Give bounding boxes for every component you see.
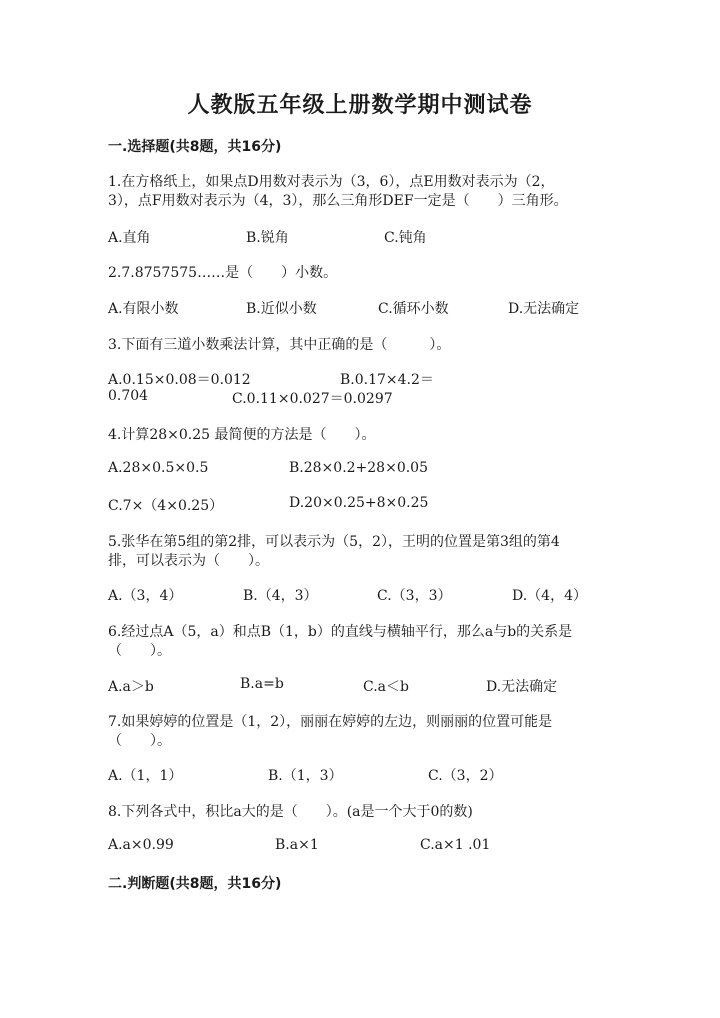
question-4-option-c: C.7×（4×0.25） — [108, 498, 224, 514]
question-6-option-a: A.a＞b — [108, 679, 154, 695]
question-8-option-b: B.a×1 — [275, 837, 319, 853]
question-3-option-b: B.0.17×4.2＝ — [340, 372, 434, 388]
question-7-option-c: C.（3，2） — [428, 768, 503, 784]
question-2-line-1: 2.7.8757575……是（ ）小数。 — [108, 265, 338, 281]
question-6-line-1: 6.经过点A（5，a）和点B（1，b）的直线与横轴平行，那么a与b的关系是 — [108, 624, 573, 640]
question-8-option-c: C.a×1 .01 — [420, 837, 491, 853]
question-2-option-b: B.近似小数 — [246, 301, 317, 317]
section-heading-choice: 一.选择题(共8题，共16分) — [108, 139, 282, 155]
question-1-line-1: 1.在方格纸上，如果点D用数对表示为（3，6），点E用数对表示为（2， — [108, 174, 555, 190]
question-1-option-a: A.直角 — [108, 230, 151, 246]
question-2-option-c: C.循环小数 — [378, 301, 449, 317]
question-5-option-b: B.（4，3） — [243, 588, 318, 604]
question-1-line-2: 3），点F用数对表示为（4，3），那么三角形DEF一定是（ ）三角形。 — [108, 193, 568, 209]
page-title: 人教版五年级上册数学期中测试卷 — [187, 92, 533, 118]
question-5-option-c: C.（3，3） — [377, 588, 452, 604]
question-2-option-a: A.有限小数 — [108, 301, 179, 317]
question-2-option-d: D.无法确定 — [508, 301, 580, 317]
question-5-line-2: 排，可以表示为（ ）。 — [108, 553, 269, 569]
section-heading-judgement: 二.判断题(共8题，共16分) — [108, 876, 282, 892]
question-3-option-b-continued: 0.704 — [108, 388, 149, 404]
question-5-option-d: D.（4，4） — [512, 588, 587, 604]
question-3-line-1: 3.下面有三道小数乘法计算，其中正确的是（ ）。 — [108, 337, 451, 353]
question-7-option-b: B.（1，3） — [268, 768, 343, 784]
question-5-line-1: 5.张华在第5组的第2排，可以表示为（5，2），王明的位置是第3组的第4 — [108, 534, 560, 550]
question-4-option-b: B.28×0.2+28×0.05 — [289, 460, 428, 476]
question-6-line-2: （ ）。 — [108, 643, 171, 659]
question-6-option-b: B.a=b — [240, 676, 284, 692]
question-4-line-1: 4.计算28×0.25 最简便的方法是（ ）。 — [108, 427, 376, 443]
question-5-option-a: A.（3，4） — [108, 588, 183, 604]
question-4-option-a: A.28×0.5×0.5 — [108, 460, 209, 476]
question-6-option-c: C.a＜b — [363, 679, 409, 695]
question-1-option-c: C.钝角 — [384, 230, 427, 246]
question-7-option-a: A.（1，1） — [108, 768, 183, 784]
question-8-option-a: A.a×0.99 — [108, 837, 174, 853]
question-1-option-b: B.锐角 — [246, 230, 289, 246]
question-8-line-1: 8.下列各式中，积比a大的是（ ）。(a是一个大于0的数) — [108, 804, 473, 820]
question-3-option-c: C.0.11×0.027＝0.0297 — [232, 391, 393, 407]
question-4-option-d: D.20×0.25+8×0.25 — [289, 495, 429, 511]
question-7-line-1: 7.如果婷婷的位置是（1，2），丽丽在婷婷的左边，则丽丽的位置可能是 — [108, 714, 553, 730]
question-7-line-2: （ ）。 — [108, 733, 171, 749]
question-3-option-a: A.0.15×0.08＝0.012 — [108, 372, 251, 388]
question-6-option-d: D.无法确定 — [486, 679, 558, 695]
